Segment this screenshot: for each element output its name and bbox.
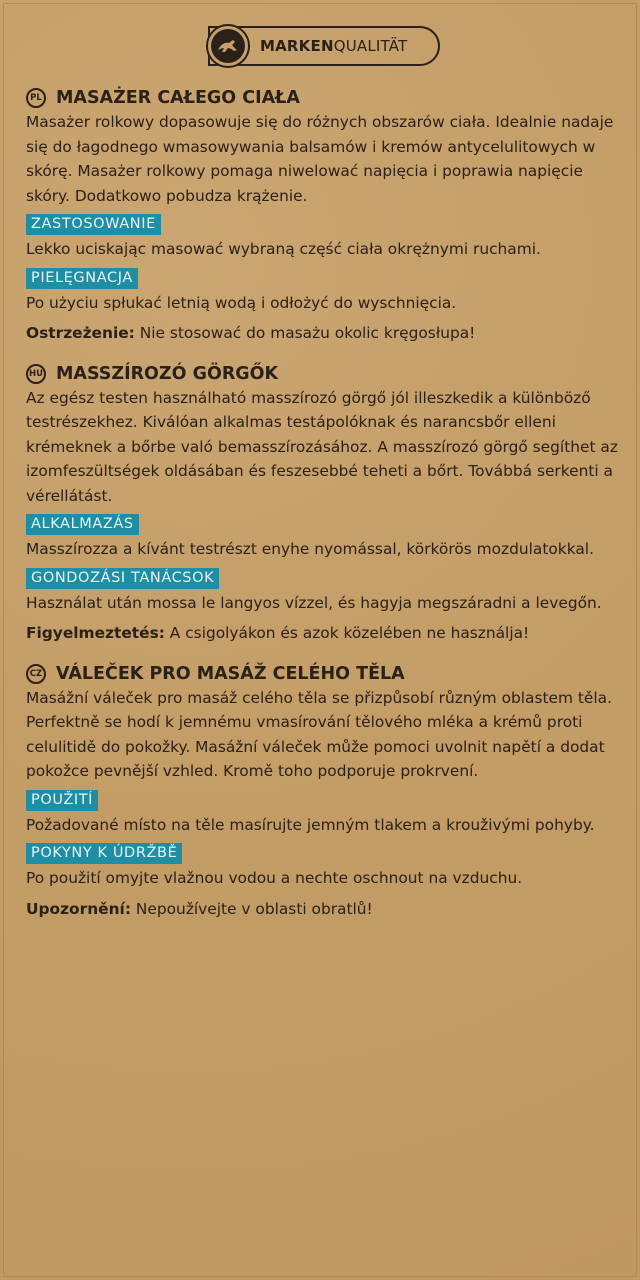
instructions <box>26 86 620 937</box>
section-hu <box>26 362 620 646</box>
section-intro: Masażer rolkowy dopasowuje się do różnych obszarów ciała. Idealnie nadaje się do łagodnego wmasowywania balsamów i kremów antycelulitowych w skórę. Masażer rolkowy pomaga niwelować napięcia i poprawia napięcie skóry. Dodatkowo pobudza krążenie. <box>26 113 614 205</box>
usage-label: ALKALMAZÁS <box>26 514 139 535</box>
section-cz <box>26 662 620 922</box>
usage-label: ZASTOSOWANIE <box>26 214 161 235</box>
section-pl <box>26 86 620 346</box>
section-title: CZ VÁLEČEK PRO MASÁŽ CELÉHO TĚLA <box>26 662 620 686</box>
brand-seal-icon <box>206 24 250 68</box>
section-intro: Masážní váleček pro masáž celého těla se přizpůsobí různým oblastem těla. Perfektně se hodí k jemnému vmasírování tělového mléka a krémů proti celulitidě do pokožky. Masážní váleček může pomoci uvolnit napětí a dodat pokožce pevnější vzhled. Kromě toho podporuje prokrvení. <box>26 688 612 780</box>
language-badge-icon: CZ <box>26 664 46 684</box>
care-text: Po użyciu spłukać letnią wodą i odłożyć do wyschnięcia. <box>26 293 457 312</box>
care-label: GONDOZÁSI TANÁCSOK <box>26 568 219 589</box>
care-label: PIELĘGNACJA <box>26 268 138 289</box>
section-title: PL MASAŻER CAŁEGO CIAŁA <box>26 86 620 110</box>
usage-text: Masszírozza a kívánt testrészt enyhe nyomással, körkörös mozdulatokkal. <box>26 540 594 558</box>
usage-text: Požadované místo na těle masírujte jemným tlakem a krouživými pohyby. <box>26 815 595 834</box>
usage-text: Lekko uciskając masować wybraną część ciała okrężnymi ruchami. <box>26 240 541 258</box>
warning: Upozornění: Nepoužívejte v oblasti obratlů! <box>26 899 373 918</box>
warning: Ostrzeżenie: Nie stosować do masażu okolic kręgosłupa! <box>26 324 476 342</box>
care-text: Használat után mossa le langyos vízzel, és hagyja megszáradni a levegőn. <box>26 593 602 612</box>
language-badge-icon: HU <box>26 364 46 384</box>
usage-label: POUŽITÍ <box>26 790 98 811</box>
care-label: POKYNY K ÚDRŽBĚ <box>26 843 182 864</box>
warning: Figyelmeztetés: A csigolyákon és azok közelében ne használja! <box>26 624 530 642</box>
brand-name: MARKENQUALITÄT <box>260 37 408 55</box>
section-intro: Az egész testen használható masszírozó görgő jól illeszkedik a különböző testrészekhez. Kiválóan alkalmas testápolóknak és narancsbőr elleni krémeknek a bőrbe való bemasszírozásához. A masszírozó görgő segíthet az izomfeszültségek oldásában és feszesebbé teheti a bőrt. Továbbá serkenti a vérellátást. <box>26 388 618 505</box>
language-badge-icon: PL <box>26 88 46 108</box>
section-title: HU MASSZÍROZÓ GÖRGŐK <box>26 362 620 386</box>
brand-logo <box>208 26 440 66</box>
care-text: Po použití omyjte vlažnou vodou a nechte oschnout na vzduchu. <box>26 869 523 887</box>
